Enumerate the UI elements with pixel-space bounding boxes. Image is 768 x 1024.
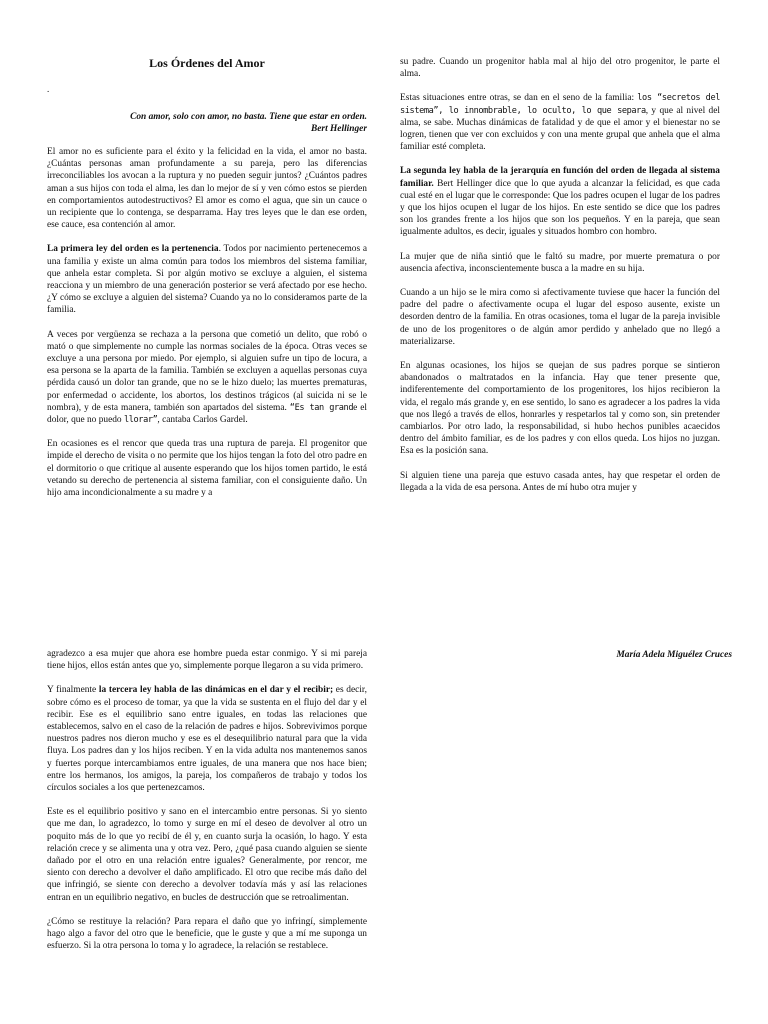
first-law-heading: La primera ley del orden es la pertenencia [47,244,219,255]
paragraph-third-law [47,684,367,794]
secrets-text-a: Estas situaciones entre otras, se dan en el seno de la familia: [400,93,638,104]
paragraph-first-law [47,243,367,316]
secrets-text-b: , y que al nivel del alma, se sabe. Muchas dinámicas de fatalidad y de que el amor y el bienestar no se logren, tienen que ver con excluidos y con una mente grupal que anhela que el alma familiar esté completa. [400,105,720,153]
secrets-handwritten: los “secretos del sistema”, lo innombrable, lo oculto, lo que separa [400,93,720,116]
paragraph-child-role: Cuando a un hijo se le mira como si afectivamente tuviese que hacer la función del padre del padre o afectivamente ocupa el lugar del esposo ausente, existe un desorden dentro de la familia. En otras ocasiones, toma el lugar de la pareja invisible de uno de los progenitores o de algún amor perdido y anhelado que no llegó a materializarse. [400,288,720,347]
second-law-heading: La segunda ley habla de la jerarquía en función del orden de llegada al sistema familiar. [400,166,720,189]
top-right-column [400,56,720,506]
paragraph-intro: El amor no es suficiente para el éxito y la felicidad en la vida, el amor no basta. ¿Cuántas personas aman profundamente a su pareja, pero las diferencias irreconciliables los avocan a la ruptura y no pueden seguir juntos? ¿Cuántos padres aman a sus hijos con toda el alma, les dan lo mejor de sí y ven cómo estos se pierden en comportamientos autodestructivos? El amor es como el agua, que sin un cauce o un recipiente que lo contenga, se desparrama. Hay tres leyes que le dan ese orden, ese cauce, esa contención al amor. [47,147,367,231]
third-law-heading: la tercera ley habla de las dinámicas en el dar y el recibir; [98,685,334,696]
paragraph-second-law [400,165,720,238]
third-law-text-a: Y finalmente [47,685,99,696]
paragraph-exclusion [47,329,367,427]
third-law-text-b: es decir, sobre cómo es el proceso de tomar, ya que la vida se sustenta en el flujo del dar y el recibir. Ese es el equilibrio sano entre iguales, en todas las relaciones que establecemos, salvo en el caso de la relación de padres e hijos. Sobrevivimos porque nuestros padres nos dieron mucho y ese es el desequilibrio natural para que la vida fluya. Los padres dan y los hijos reciben. Y en la vida adulta nos mantenemos sanos y fuertes porque intercambiamos entre iguales, de una manera que nos hace bien; entre los hermanos, los amigos, la pareja, los compañeros de trabajo y todos los círculos sociales a los que pertenezcamos. [47,685,367,794]
exclusion-text-a: A veces por vergüenza se rechaza a la persona que cometió un delito, que robó o mató o que simplemente no cumple las normas sociales de la época. Otras veces se excluye a una persona por miedo. Por ejemplo, si alguien sufre un tipo de locura, a esa persona se la aparta de la familia. También se excluyen a aquellas personas cuya pérdida causó un dolor tan grande, que no se le hizo duelo; las muertes prematuras, por enfermedad o accidente, los abortos, los destinos trágicos (al suicida ni se le nombra), y de esta manera, también son apartados del sistema. [47,329,367,413]
gardel-quote-a: “Es tan grand [289,402,354,413]
gardel-quote-b: llorar” [123,415,158,426]
paragraph-gratitude: agradezco a esa mujer que ahora ese hombre pueda estar conmigo. Y si mi pareja tiene hijos, ellos están antes que yo, simplemente porque llegaron a su vida primero. [47,649,367,672]
epigraph-quote: Con amor, solo con amor, no basta. Tiene que estar en orden. [130,112,367,122]
paragraph-partner-order: Si alguien tiene una pareja que estuvo casada antes, hay que respetar el orden de llegada a la vida de esa persona. Antes de mí hubo otra mujer y [400,470,720,493]
second-law-text: Bert Hellinger dice que lo que ayuda a alcanzar la felicidad, es que cada cual esté en el lugar que le corresponde: Que los padres ocupen el lugar de los padres y que los hijos ocupen el lugar de los hijos. En este sentido se dice que los padres son los grandes frente a los hijos que son los pequeños. Y en la pareja, que sean igualmente adultos, es decir, iguales y situados hombro con hombro. [400,178,720,238]
author-signature: María Adela Miguélez Cruces [616,650,732,660]
exclusion-text-b: e el dolor, que no puedo [47,402,367,426]
first-law-text: . Todos por nacimiento pertenecemos a una familia y existe un alma común para todos los miembros del sistema familiar, que anhela estar completa. Si por algún motivo se excluye a alguien, el sistema reacciona y un miembro de una generación posterior se verá afectado por ese hecho. ¿Y cómo se excluye a alguien del sistema? Cuando ya no lo consideramos parte de la familia. [47,244,367,316]
stray-dot: . [47,84,50,94]
paragraph-rencor: En ocasiones es el rencor que queda tras una ruptura de pareja. El progenitor que impide el derecho de visita o no permite que los hijos tengan la foto del otro padre en el dormitorio o que critique al ausente esperando que los hijos tomen partido, le está vetando su derecho de pertenencia al sistema familiar, con el consiguiente daño. Un hijo ama incondicionalmente a su madre y a [47,439,367,499]
paragraph-mother: La mujer que de niña sintió que le faltó su madre, por muerte prematura o por ausencia afectiva, inconscientemente busca a la madre en su hija. [400,251,720,274]
exclusion-text-c: , cantaba Carlos Gardel. [157,415,248,426]
document-title: Los Órdenes del Amor [149,56,265,70]
paragraph-children-complain: En algunas ocasiones, los hijos se quejan de sus padres porque se sintieron abandonados o maltratados en la infancia. Hay que tener presente que, indiferentemente del comportamiento de los progenitores, los hijos recibieron la vida, el regalo más grande y, en ese sentido, lo sano es agradecer a los padres la vida que nos llegó a través de ellos, honrarles y respetarlos tal y como son, sin pretender cambiarlos. Por otro lado, la responsabilidad, si hubo hechos punibles acaecidos dentro del ámbito familiar, es de los padres y con ellos queda. Los hijos no juzgan. Esa es la posición sana. [400,361,720,457]
top-left-column [47,146,367,511]
paragraph-secrets [400,92,720,153]
epigraph [47,111,367,135]
paragraph-continuation: su padre. Cuando un progenitor habla mal al hijo del otro progenitor, le parte el alma. [400,57,720,80]
paragraph-restore: ¿Cómo se restituye la relación? Para repara el daño que yo infringí, simplemente hago algo a favor del otro que le beneficie, que le guste y que a mí me suponga un esfuerzo. Si la otra persona lo toma y lo agradece, la relación se restablece. [47,916,367,952]
epigraph-author: Bert Hellinger [311,124,367,135]
paragraph-balance: Este es el equilibrio positivo y sano en el intercambio entre personas. Si yo siento que me dan, lo agradezco, lo tomo y surge en mí el deseo de devolver al otro un poquito más de lo que yo recibí de él y, en cuanto surja la ocasión, lo hago. Y esta relación crece y se alimenta una y otra vez. Pero, ¿qué pasa cuando alguien se siente dañado por el otro en una relación entre iguales? Generalmente, por rencor, me siento con derecho a devolver el daño amplificado. El otro que recibe más daño del que infringió, se siente con derecho a devolver todavía más y así las relaciones entran en un equilibrio negativo, en bucles de destrucción que se retroalimentan. [47,807,367,903]
bottom-left-column [47,648,367,964]
